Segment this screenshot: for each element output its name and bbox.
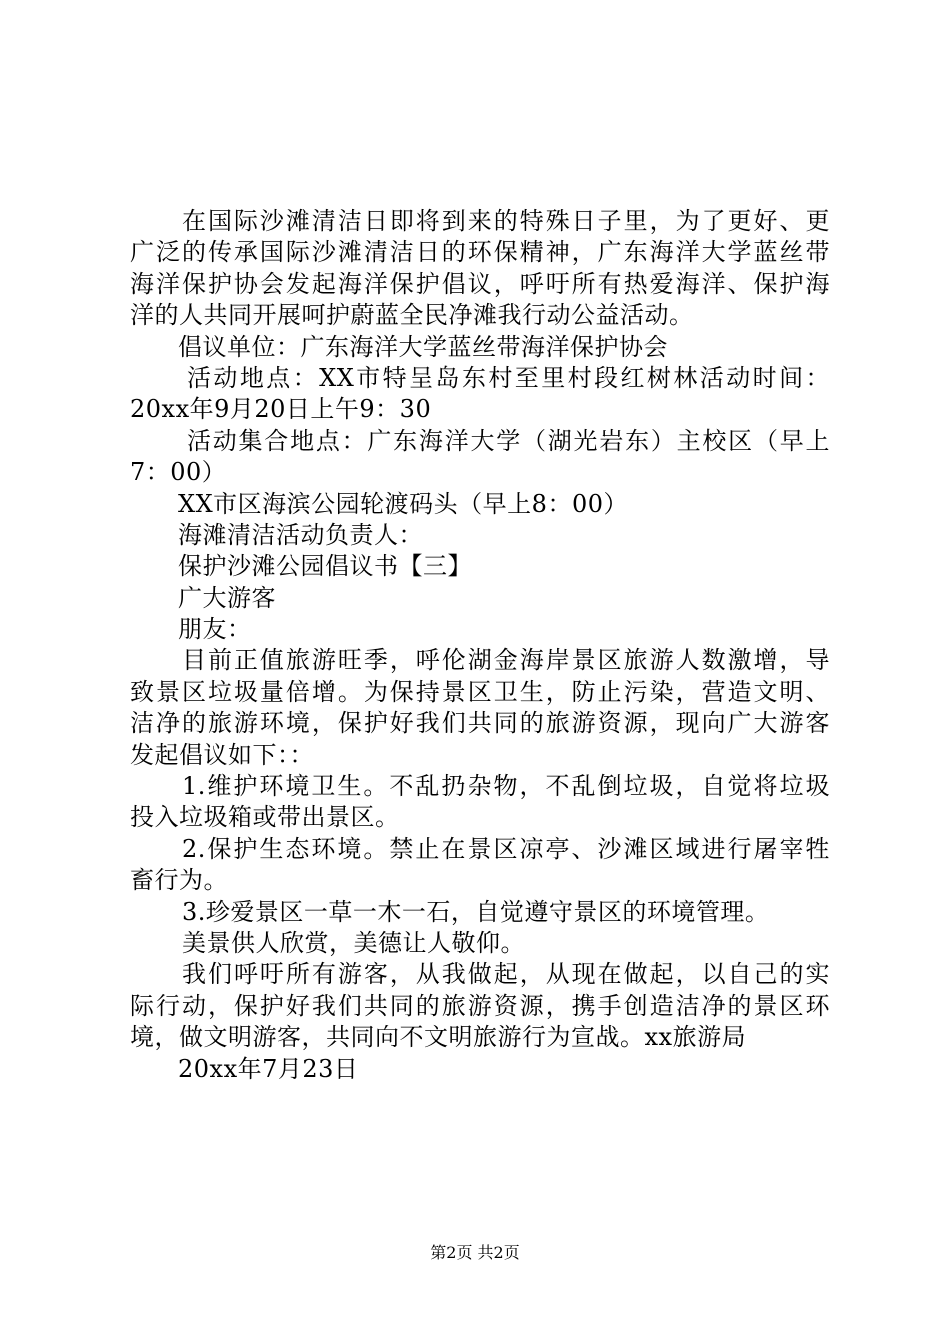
text-line: 活动地点：XX市特呈岛东村至里村段红树林活动时间： xyxy=(187,363,830,392)
text-line: 活动集合地点：广东海洋大学（湖光岩东）主校区（早上 xyxy=(187,426,830,455)
text-line: 致景区垃圾量倍增。为保持景区卫生，防止污染，营造文明、 xyxy=(130,677,830,706)
text-line: 2.保护生态环境。禁止在景区凉亭、沙滩区域进行屠宰牲 xyxy=(182,834,830,863)
text-line: 发起倡议如下：： xyxy=(130,740,314,769)
document-body xyxy=(130,206,830,1085)
text-line: 广大游客 xyxy=(178,583,276,612)
text-line: 畜行为。 xyxy=(130,866,228,895)
text-line: 美景供人欣赏，美德让人敬仰。 xyxy=(182,928,525,957)
text-line: XX市区海滨公园轮渡码头（早上8：00） xyxy=(178,489,628,518)
text-line: 1.维护环境卫生。不乱扔杂物，不乱倒垃圾，自觉将垃圾 xyxy=(182,772,830,801)
text-line: 际行动，保护好我们共同的旅游资源，携手创造洁净的景区环 xyxy=(130,991,830,1020)
text-line: 投入垃圾箱或带出景区。 xyxy=(130,803,400,832)
text-line: 海滩清洁活动负责人： xyxy=(178,520,423,549)
text-line: 7：00） xyxy=(130,458,227,487)
text-line: 3.珍爱景区一草一木一石，自觉遵守景区的环境管理。 xyxy=(182,897,770,926)
text-line: 境，做文明游客，共同向不文明旅游行为宣战。xx旅游局 xyxy=(130,1023,747,1052)
text-line: 我们呼吁所有游客，从我做起，从现在做起，以自己的实 xyxy=(182,960,830,989)
text-line: 20xx年9月20日上午9：30 xyxy=(130,395,432,424)
text-line: 海洋保护协会发起海洋保护倡议，呼吁所有热爱海洋、保护海 xyxy=(130,269,830,298)
signature-date: 20xx年7月23日 xyxy=(178,1054,359,1083)
text-line: 洋的人共同开展呵护蔚蓝全民净滩我行动公益活动。 xyxy=(130,301,694,330)
text-line: 倡议单位：广东海洋大学蓝丝带海洋保护协会 xyxy=(178,332,668,361)
text-line: 在国际沙滩清洁日即将到来的特殊日子里，为了更好、更 xyxy=(182,207,830,235)
text-line: 洁净的旅游环境，保护好我们共同的旅游资源，现向广大游客 xyxy=(130,709,830,738)
text-line: 目前正值旅游旺季，呼伦湖金海岸景区旅游人数激增，导 xyxy=(182,646,830,675)
text-line: 朋友： xyxy=(178,615,252,644)
section-heading: 保护沙滩公园倡议书【三】 xyxy=(178,552,472,581)
text-line: 广泛的传承国际沙滩清洁日的环保精神，广东海洋大学蓝丝带 xyxy=(130,238,830,267)
page-number-footer: 第2页 共2页 xyxy=(430,1243,520,1262)
